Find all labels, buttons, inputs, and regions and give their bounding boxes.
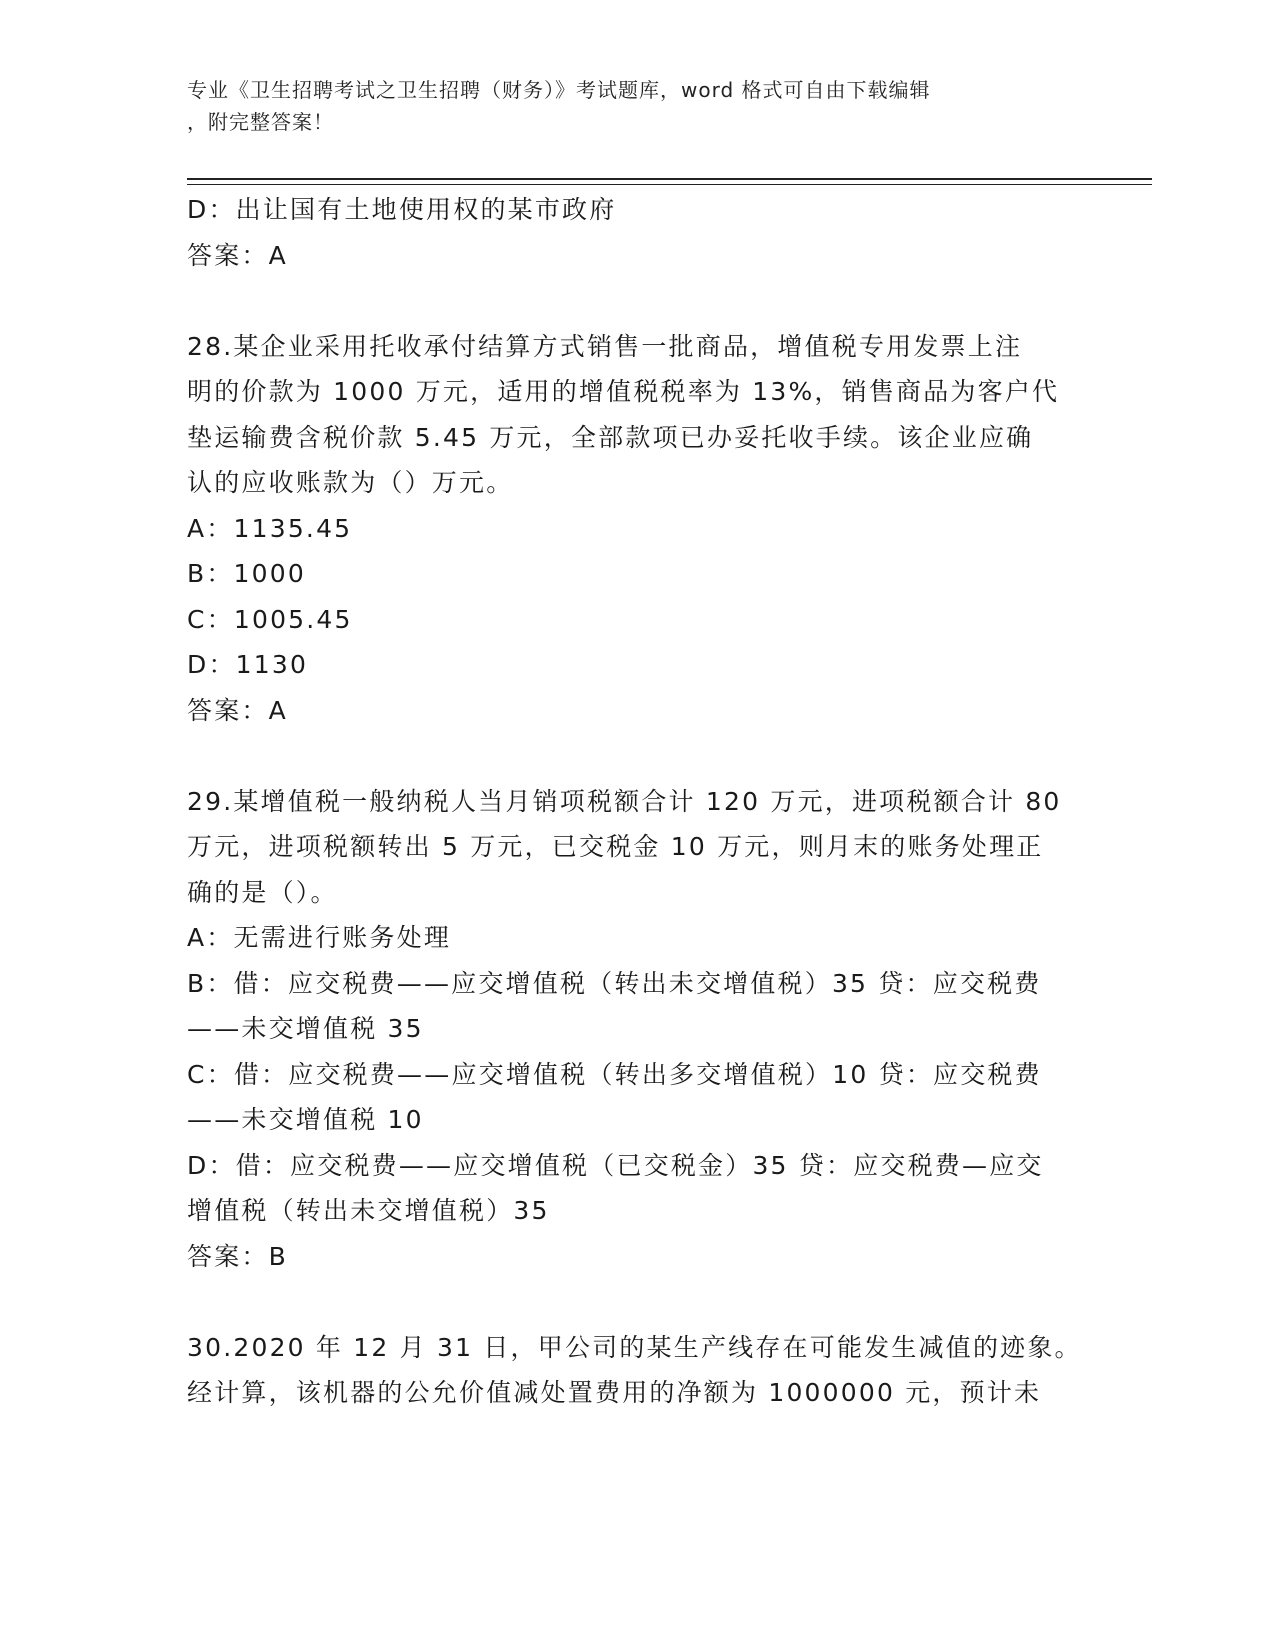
q30-stem-line: 30.2020 年 12 月 31 日，甲公司的某生产线存在可能发生减值的迹象。 bbox=[187, 1332, 1082, 1362]
q28-stem-line: 明的价款为 1000 万元，适用的增值税税率为 13%，销售商品为客户代 bbox=[187, 377, 1060, 406]
q29-option-a: A：无需进行账务处理 bbox=[187, 923, 452, 952]
q29-option-c: C：借：应交税费——应交增值税（转出多交增值税）10 贷：应交税费 bbox=[187, 1059, 1042, 1089]
q28-answer: 答案：A bbox=[187, 695, 288, 725]
q28-stem-line: 28.某企业采用托收承付结算方式销售一批商品，增值税专用发票上注 bbox=[187, 331, 1023, 361]
spacer bbox=[187, 278, 1087, 324]
q28-option-b: B：1000 bbox=[187, 559, 306, 588]
q29-option-d-cont: 增值税（转出未交增值税）35 bbox=[187, 1196, 550, 1225]
q28-option-a: A：1135.45 bbox=[187, 513, 353, 543]
spacer bbox=[187, 733, 1087, 779]
q29-stem-line: 确的是（）。 bbox=[187, 877, 338, 907]
header-line-2: ，附完整答案！ bbox=[187, 110, 334, 134]
q29-option-c-cont: ——未交增值税 10 bbox=[187, 1105, 424, 1134]
q29-stem-line: 29.某增值税一般纳税人当月销项税额合计 120 万元，进项税额合计 80 bbox=[187, 786, 1062, 816]
q28-option-c: C：1005.45 bbox=[187, 604, 353, 634]
q28-stem-line: 垫运输费含税价款 5.45 万元，全部款项已办妥托收手续。该企业应确 bbox=[187, 422, 1034, 452]
prev-option-d: D：出让国有土地使用权的某市政府 bbox=[187, 195, 617, 224]
q28-option-d: D：1130 bbox=[187, 650, 309, 679]
document-header bbox=[187, 74, 1067, 138]
question-30 bbox=[187, 1325, 1087, 1416]
spacer bbox=[187, 1279, 1087, 1325]
question-28 bbox=[187, 324, 1087, 734]
header-rule-thin bbox=[187, 184, 1152, 185]
prev-answer: 答案：A bbox=[187, 240, 288, 270]
q28-stem-line: 认的应收账款为（）万元。 bbox=[187, 468, 514, 497]
q29-answer: 答案：B bbox=[187, 1241, 288, 1271]
header-line-1: 专业《卫生招聘考试之卫生招聘（财务）》考试题库，word 格式可自由下载编辑 bbox=[187, 78, 931, 102]
q30-stem-line: 经计算，该机器的公允价值减处置费用的净额为 1000000 元，预计未 bbox=[187, 1378, 1042, 1407]
q29-option-b-cont: ——未交增值税 35 bbox=[187, 1014, 424, 1043]
q29-option-b: B：借：应交税费——应交增值税（转出未交增值税）35 贷：应交税费 bbox=[187, 968, 1042, 998]
header-rule-thick bbox=[187, 178, 1152, 180]
document-body bbox=[187, 187, 1087, 1416]
question-29 bbox=[187, 779, 1087, 1280]
q29-option-d: D：借：应交税费——应交增值税（已交税金）35 贷：应交税费—应交 bbox=[187, 1150, 1044, 1180]
q29-stem-line: 万元，进项税额转出 5 万元，已交税金 10 万元，则月末的账务处理正 bbox=[187, 832, 1044, 861]
